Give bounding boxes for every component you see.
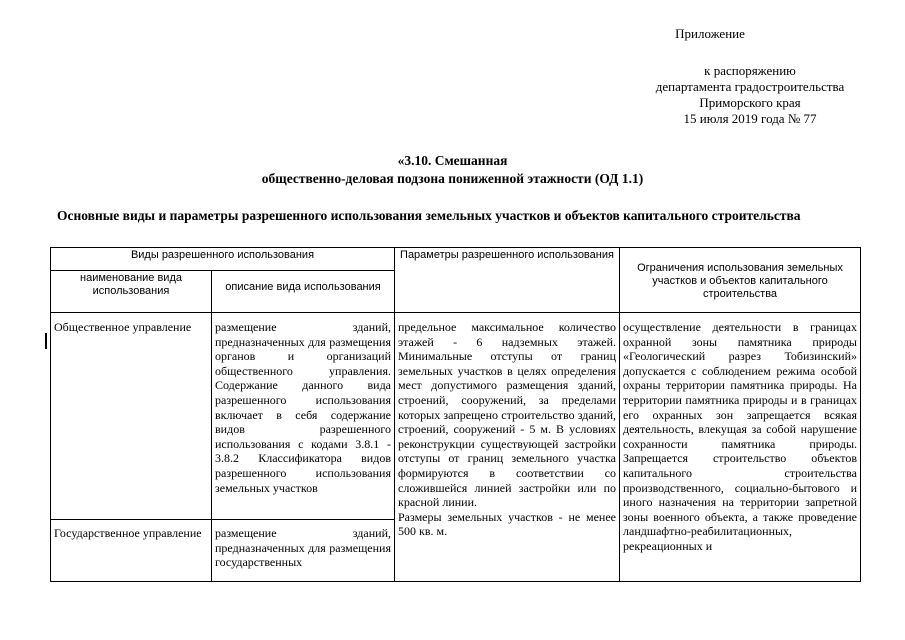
header-use-name: наименование вида использования: [51, 271, 212, 313]
zone-title-line1: «3.10. Смешанная: [397, 153, 508, 168]
header-parameters: Параметры разрешенного использования: [395, 248, 620, 313]
row-state-administration-description: размещение зданий, предназначенных для размещения государственных: [212, 520, 395, 582]
header-permitted-uses: Виды разрешенного использования: [51, 248, 395, 271]
row-public-administration-description: размещение зданий, предназначенных для размещения органов и организаций общественного управления. Содержание данного вида разрешенного использования включает в себя содержание видов разрешенного использования с кодами 3.8.1 - 3.8.2 Классификатора видов разрешенного использования земельных участков: [212, 313, 395, 520]
plot-size-text: Размеры земельных участков - не менее 500 кв. м.: [398, 509, 616, 539]
order-date-number: 15 июля 2019 года № 77: [683, 111, 817, 126]
text-cursor-mark: [45, 333, 47, 349]
row-public-administration-name: Общественное управление: [51, 313, 212, 520]
zoning-table: [50, 247, 861, 582]
region-name: Приморского края: [699, 95, 801, 110]
parameters-text: предельное максимальное количество этажей - 6 надземных этажей. Минимальные отступы от границ земельных участков в целях определения мест допустимого размещения зданий, строений, сооружений, за пределами которых запрещено строительство зданий, строений, сооружений - 5 м. В условиях реконструкции существующей застройки отступы от границ земельного участка формируются в соответствии со сложившейся линией застройки или по красной линии.: [398, 320, 616, 510]
parameters-cell: [395, 313, 620, 582]
restrictions-text: осуществление деятельности в границах охранной зоны памятника природы «Геологический разрез Тобизинский» допускается с соблюдением режима особой охраны территории памятника природы. На территории памятника природы и в границах его охранных зон запрещается всякая деятельность, влекущая за собой нарушение сохранности памятника природы. Запрещается строительство объектов капитального строительства производственного, социально-бытового и иного назначения на территории запретной зоны военного объекта, а также проведение ландшафтно-реабилитационных, рекреационных и: [623, 320, 857, 553]
appendix-label: Приложение: [675, 26, 745, 41]
restrictions-cell: [620, 313, 861, 582]
zone-title-line2: общественно-деловая подзона пониженной этажности (ОД 1.1): [261, 171, 644, 186]
section-heading: Основные виды и параметры разрешенного использования земельных участков и объектов капитального строительства: [57, 208, 801, 223]
department-name: департамента градостроительства: [655, 79, 845, 94]
header-use-description: описание вида использования: [212, 271, 395, 313]
header-restrictions: Ограничения использования земельных участков и объектов капитального строительства: [620, 248, 861, 313]
order-reference: к распоряжению: [704, 63, 796, 78]
row-state-administration-name: Государственное управление: [51, 520, 212, 582]
